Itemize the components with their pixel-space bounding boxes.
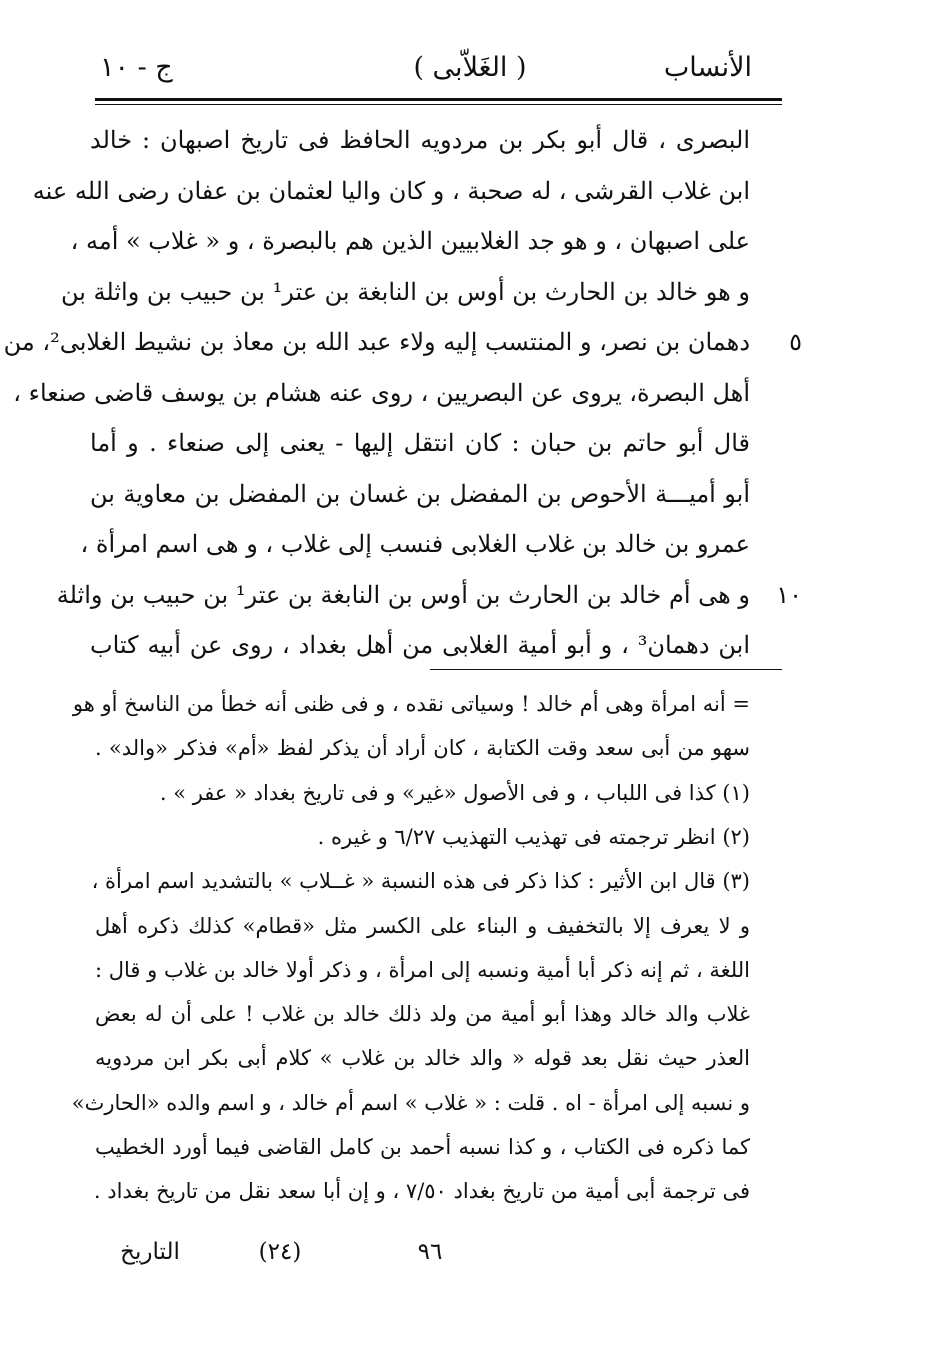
footnote-line: (٢) انظر ترجمته فى تهذيب التهذيب ٦/٢٧ و غيره . xyxy=(317,825,750,849)
text-line: ابن دهمان³ ، و أبو أمية الغلابى من أهل بغداد ، روى عن أبيه كتاب xyxy=(90,631,751,659)
text-line: قال أبو حاتم بن حبان : كان انتقل إليها - يعنى إلى صنعاء . و أما xyxy=(90,429,750,457)
footnote-line: و نسبه إلى امرأة - اه . قلت : « غلاب » اسم أم خالد ، و اسم والده «الحارث» xyxy=(71,1091,750,1115)
page-number: ٩٦ xyxy=(417,1239,443,1265)
running-head-volume: ج - ١٠ xyxy=(100,52,173,83)
text-line: أهل البصرة، يروى عن البصريين ، روى عنه هشام بن يوسف قاضى صنعاء ، xyxy=(13,379,750,407)
text-line: و هو خالد بن الحارث بن أوس بن النابغة بن عتر¹ بن حبيب بن واثلة بن xyxy=(60,278,750,306)
footnote-line: كما ذكره فى الكتاب ، و كذا نسبه أحمد بن كامل القاضى فيما أورد الخطيب xyxy=(95,1135,750,1159)
header-rule-thick xyxy=(95,98,782,101)
footnote-line: غلاب والد خالد وهذا أبو أمية من ولد ذلك خالد بن غلاب ! على أن له بعض xyxy=(95,1002,750,1026)
footnote-line: = أنه امرأة وهى أم خالد ! وسياتى نقده ، و فى ظنى أنه خطأ من الناسخ أو هو xyxy=(72,692,750,716)
footnote-line: و لا يعرف إلا بالتخفيف و البناء على الكسر مثل «قطام» كذلك ذكره أهل xyxy=(95,914,750,938)
text-line: و هى أم خالد بن الحارث بن أوس بن النابغة بن عتر¹ بن حبيب بن واثلة xyxy=(56,581,750,609)
signature-mark: (٢٤) xyxy=(258,1239,302,1265)
text-line: عمرو بن خالد بن غلاب الغلابى فنسب إلى غلاب ، و هى اسم امرأة ، xyxy=(80,530,750,558)
footnote-line: (٣) قال ابن الأثير : كذا ذكر فى هذه النسبة « غــلاب » بالتشديد اسم امرأة ، xyxy=(91,869,750,893)
header-rule-thin xyxy=(95,104,782,105)
text-line: أبو أميـــة الأحوص بن المفضل بن غسان بن المفضل بن معاوية بن xyxy=(90,480,750,508)
footnote-line: العذر حيث نقل بعد قوله « والد خالد بن غلاب » كلام أبى بكر ابن مردويه xyxy=(95,1046,750,1070)
footnote-line: سهو من أبى سعد وقت الكتابة ، كان أراد أن يذكر لفظ «أم» فذكر «والد» . xyxy=(95,736,750,760)
footnote-line: فى ترجمة أبى أمية من تاريخ بغداد ٧/٥٠ ، و إن أبا سعد نقل من تاريخ بغداد . xyxy=(93,1179,750,1203)
running-head-book-title: الأنساب xyxy=(663,52,752,83)
footnote-separator xyxy=(430,669,782,670)
running-head-entry-title: ( الغَلاّبى ) xyxy=(413,52,527,83)
footnote-line: (١) كذا فى اللباب ، و فى الأصول «غير» و فى تاريخ بغداد « عفر » . xyxy=(159,781,750,805)
line-number: ١٠ xyxy=(776,581,802,609)
footnote-line: اللغة ، ثم إنه ذكر أبا أمية ونسبه إلى امرأة ، و ذكر أولا خالد بن غلاب و قال : xyxy=(95,958,750,982)
text-line: على اصبهان ، و هو جد الغلابيين الذين هم بالبصرة ، و « غلاب » أمه ، xyxy=(70,227,750,255)
text-line: ابن غلاب القرشى ، له صحبة ، و كان واليا لعثمان بن عفان رضى الله عنه xyxy=(32,177,750,205)
catchword: التاريخ xyxy=(120,1239,180,1265)
text-line: البصرى ، قال أبو بكر بن مردويه الحافظ فى تاريخ اصبهان : خالد xyxy=(90,126,750,154)
line-number: ٥ xyxy=(789,328,802,356)
text-line: دهمان بن نصر، و المنتسب إليه ولاء عبد الله بن معاذ بن نشيط الغلابى²، من xyxy=(3,328,750,356)
